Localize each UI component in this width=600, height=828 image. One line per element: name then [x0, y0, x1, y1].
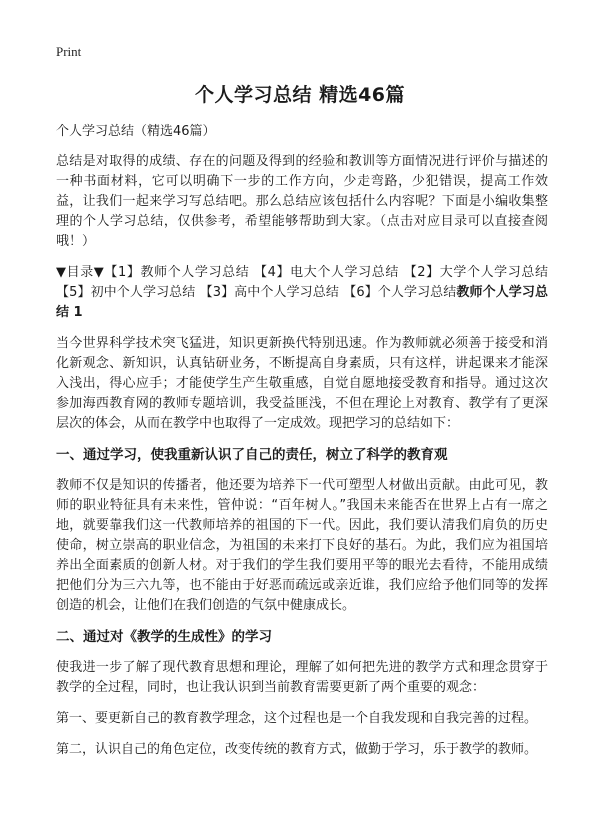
- section-title: 教师个人学习总结 1: [56, 285, 548, 320]
- document-body: [56, 122, 548, 771]
- toc-item-5[interactable]: 【5】初中个人学习总结: [56, 285, 196, 300]
- paragraph-3: 使我进一步了解了现代教育思想和理论，理解了如何把先进的教学方式和理念贯穿于教学的全过程，同时，也让我认识到当前教育需要更新了两个重要的观念：: [56, 660, 548, 695]
- toc-item-6[interactable]: 【6】个人学习总结: [343, 285, 457, 300]
- toc-item-2[interactable]: 【2】大学个人学习总结: [403, 265, 548, 280]
- toc-prefix: ▼目录▼: [56, 265, 105, 280]
- table-of-contents: [56, 263, 548, 323]
- intro-paragraph: 总结是对取得的成绩、存在的问题及得到的经验和教训等方面情况进行评价与描述的一种书面材料，它可以明确下一步的工作方向，少走弯路，少犯错误，提高工作效益，让我们一起来学习写总结吧。那么总结应该包括什么内容呢？下面是小编收集整理的个人学习总结，仅供参考，希望能够帮助到大家。（点击对应目录可以直接查阅哦！）: [56, 154, 548, 249]
- heading-1: 一、通过学习，使我重新认识了自己的责任，树立了科学的教育观: [56, 447, 448, 463]
- paragraph-4: 第一、要更新自己的教育教学理念，这个过程也是一个自我发现和自我完善的过程。: [56, 711, 538, 726]
- paragraph-2: 教师不仅是知识的传播者，他还要为培养下一代可塑型人材做出贡献。由此可见，教师的职业特征具有未来性，管仲说：“百年树人。”我国未来能否在世界上占有一席之地，就要靠我们这一代教师培养的祖国的下一代。因此，我们要认清我们肩负的历史使命，树立崇高的职业信念，为祖国的未来打下良好的基石。为此，我们应为祖国培养出全面素质的创新人材。对于我们的学生我们要用平等的眼光去看待，不能用成绩把他们分为三六九等，也不能由于好恶而疏远或亲近谁，我们应给予他们同等的发挥创造的机会，让他们在我们创造的气氛中健康成长。: [56, 478, 548, 613]
- toc-item-1[interactable]: 【1】教师个人学习总结: [104, 265, 250, 280]
- paragraph-5: 第二，认识自己的角色定位，改变传统的教育方式，做勤于学习，乐于教学的教师。: [56, 742, 538, 757]
- document-subtitle: 个人学习总结（精选46篇）: [56, 124, 216, 139]
- print-link[interactable]: Print: [56, 44, 82, 59]
- toc-item-4[interactable]: 【4】电大个人学习总结: [254, 265, 399, 280]
- heading-2: 二、通过对《教学的生成性》的学习: [56, 629, 272, 645]
- paragraph-1: 当今世界科学技术突飞猛进，知识更新换代特别迅速。作为教师就必须善于接受和消化新观念、新知识，认真钻研业务，不断提高自身素质，只有这样，讲起课来才能深入浅出，得心应手；才能使学生产生敬重感，自觉自愿地接受教育和指导。通过这次参加海西教育网的教师专题培训，我受益匪浅，不但在理论上对教育、教学有了更深层次的体会，从而在教学中也取得了一定成效。现把学习的总结如下：: [56, 336, 548, 431]
- page-title: 个人学习总结 精选46篇: [194, 84, 406, 106]
- toc-item-3[interactable]: 【3】高中个人学习总结: [199, 285, 339, 300]
